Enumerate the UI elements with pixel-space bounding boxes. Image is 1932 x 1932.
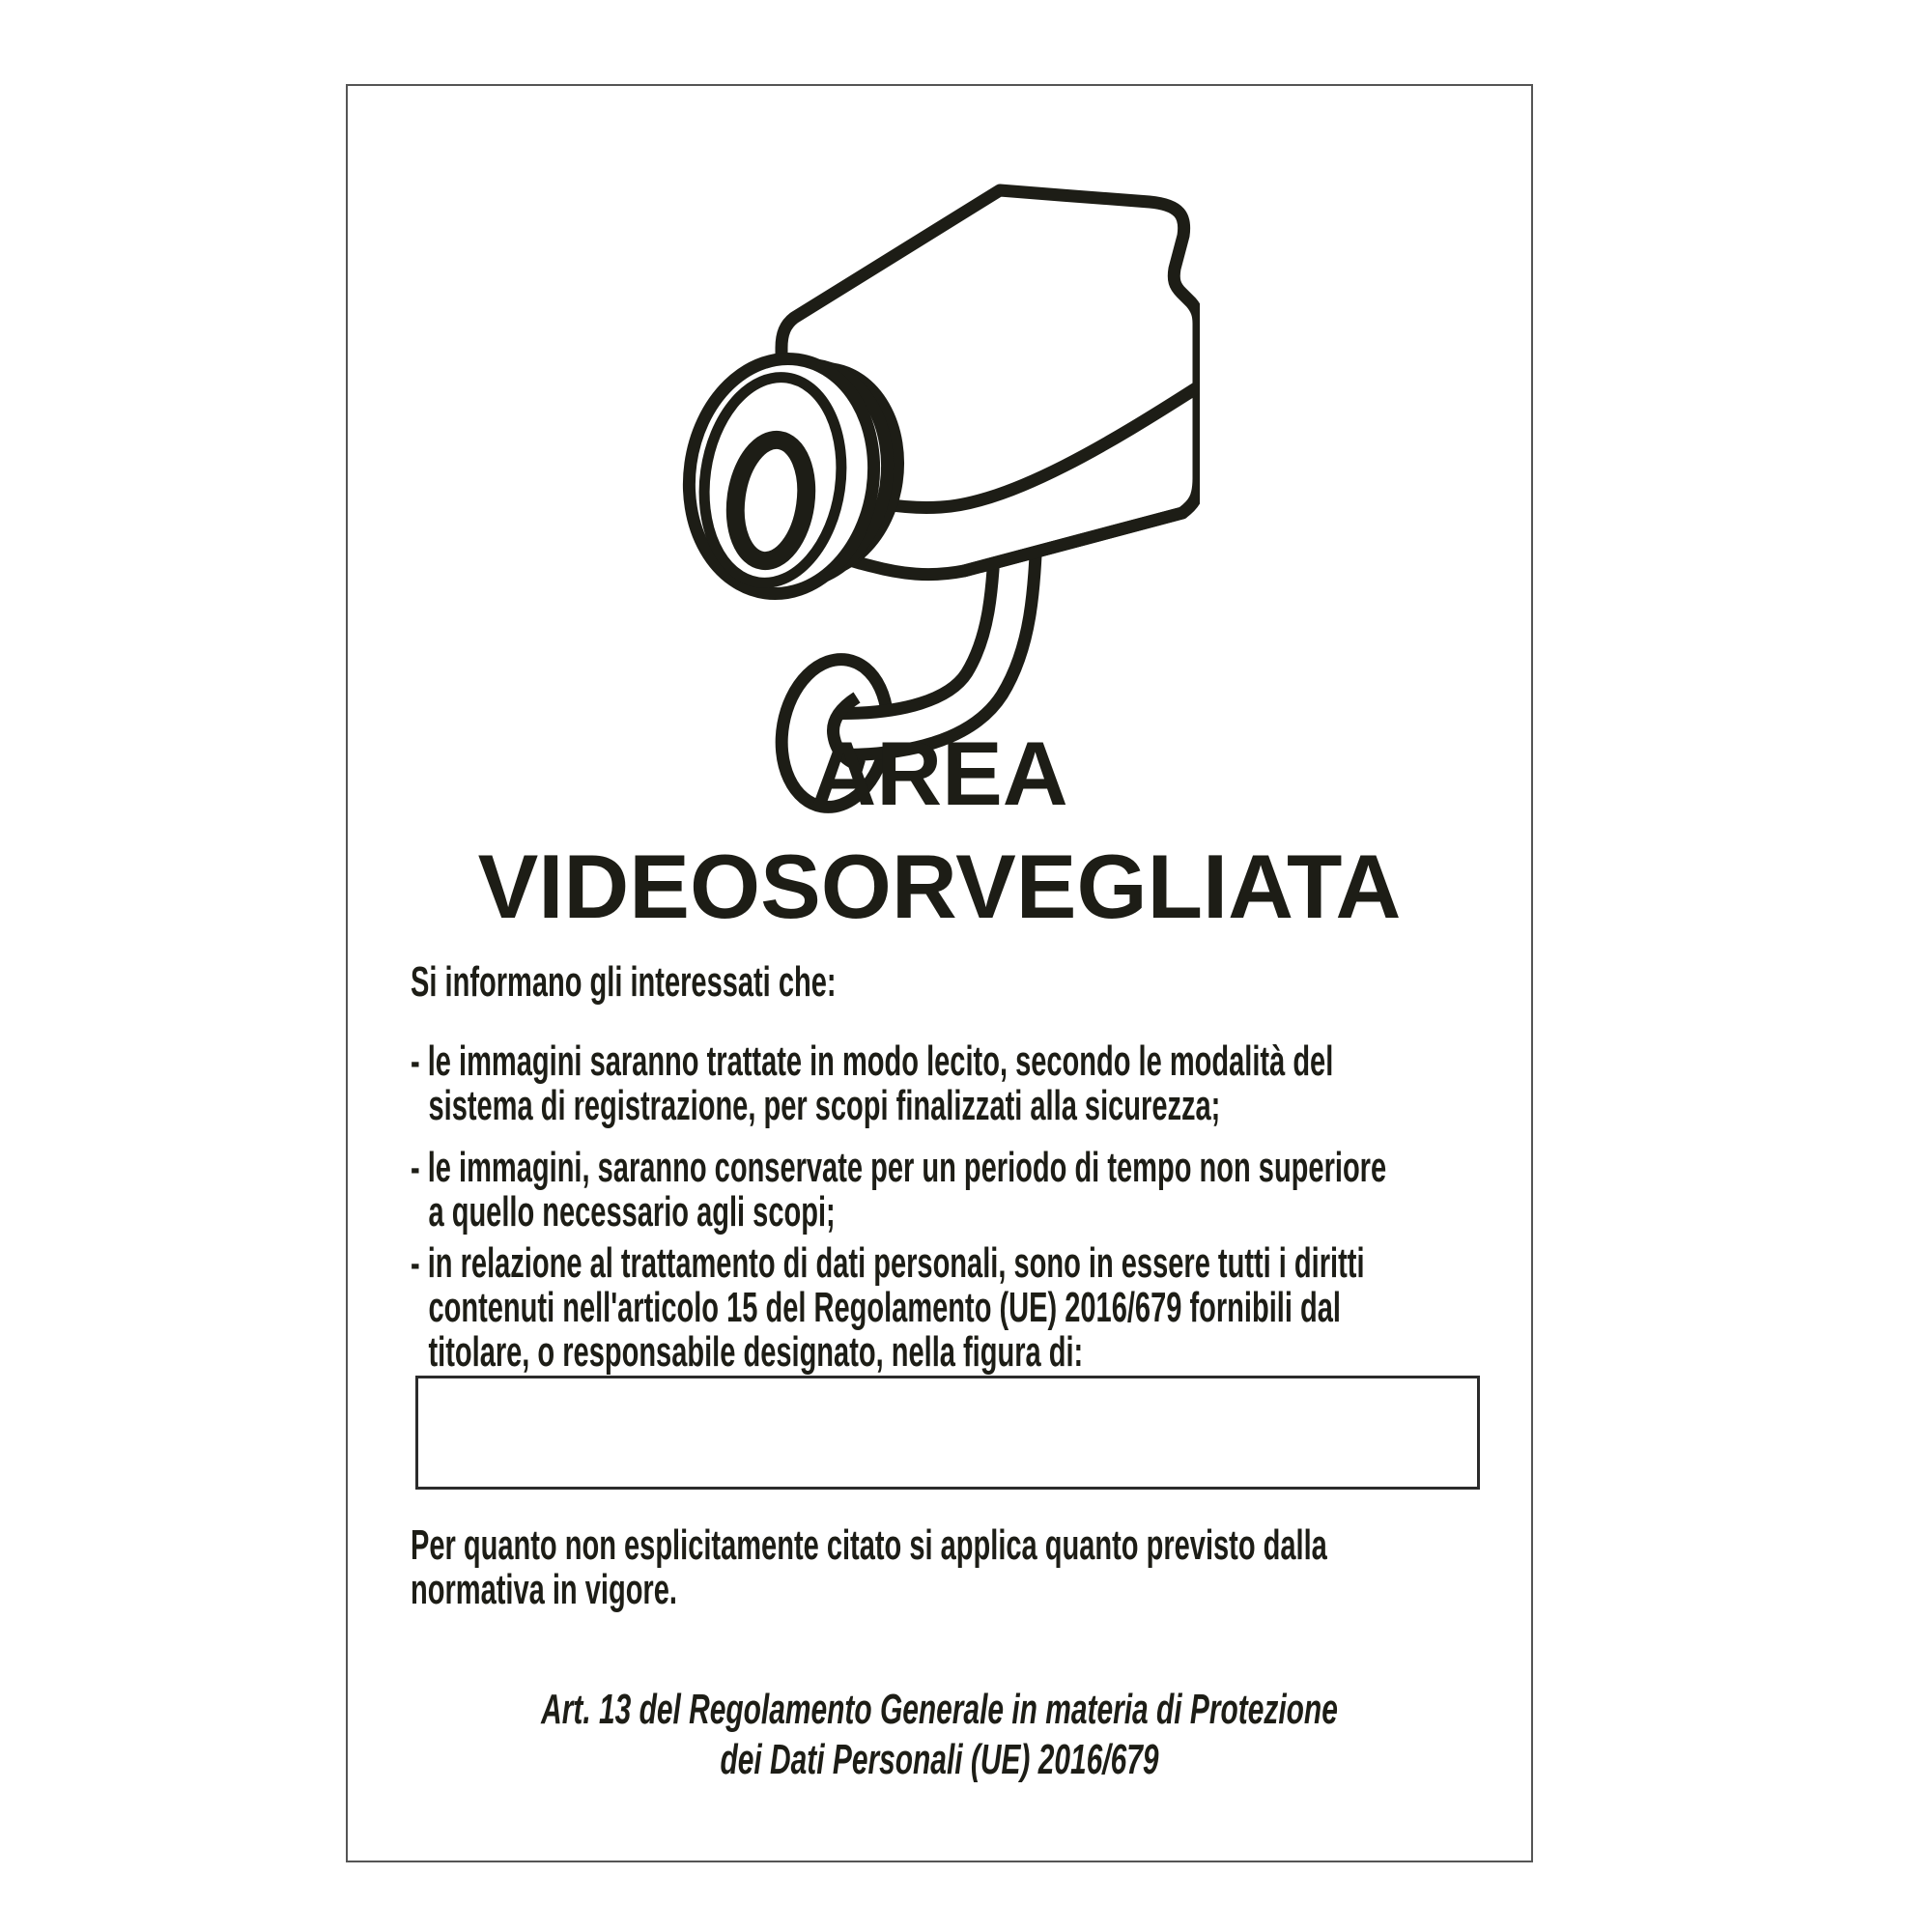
closing-paragraph <box>411 1523 1327 1612</box>
intro-line: Si informano gli interessati che: <box>411 958 837 1006</box>
sign-title <box>348 717 1531 943</box>
legal-line: Art. 13 del Regolamento Generale in materia di Protezione <box>541 1686 1338 1733</box>
bullet-data-rights <box>411 1241 1365 1375</box>
title-line-area: AREA <box>810 723 1068 824</box>
cctv-camera-icon <box>524 99 1200 813</box>
closing-line: Per quanto non esplicitamente citato si applica quanto previsto dalla <box>411 1521 1327 1569</box>
bullet-line: - le immagini, saranno conservate per un periodo di tempo non superiore <box>411 1144 1387 1191</box>
legal-line: dei Dati Personali (UE) 2016/679 <box>720 1736 1159 1783</box>
title-line-videosorvegliata: VIDEOSORVEGLIATA <box>477 836 1402 937</box>
bullet-retention-period <box>411 1146 1386 1235</box>
bullet-images-lawful <box>411 1039 1333 1128</box>
surveillance-sign <box>346 84 1533 1862</box>
bullet-line: - le immagini saranno trattate in modo lecito, secondo le modalità del <box>411 1037 1334 1085</box>
bullet-line: a quello necessario agli scopi; <box>428 1188 836 1236</box>
closing-line: normativa in vigore. <box>411 1566 677 1613</box>
intro-paragraph <box>411 960 837 1005</box>
bullet-line: contenuti nell'articolo 15 del Regolamento (UE) 2016/679 fornibili dal <box>428 1284 1341 1331</box>
bullet-line: - in relazione al trattamento di dati personali, sono in essere tutti i diritti <box>411 1239 1365 1287</box>
data-controller-box <box>415 1376 1480 1490</box>
legal-reference <box>348 1685 1531 1785</box>
bullet-line: titolare, o responsabile designato, nella figura di: <box>428 1328 1084 1376</box>
bullet-line: sistema di registrazione, per scopi finalizzati alla sicurezza; <box>428 1082 1221 1129</box>
